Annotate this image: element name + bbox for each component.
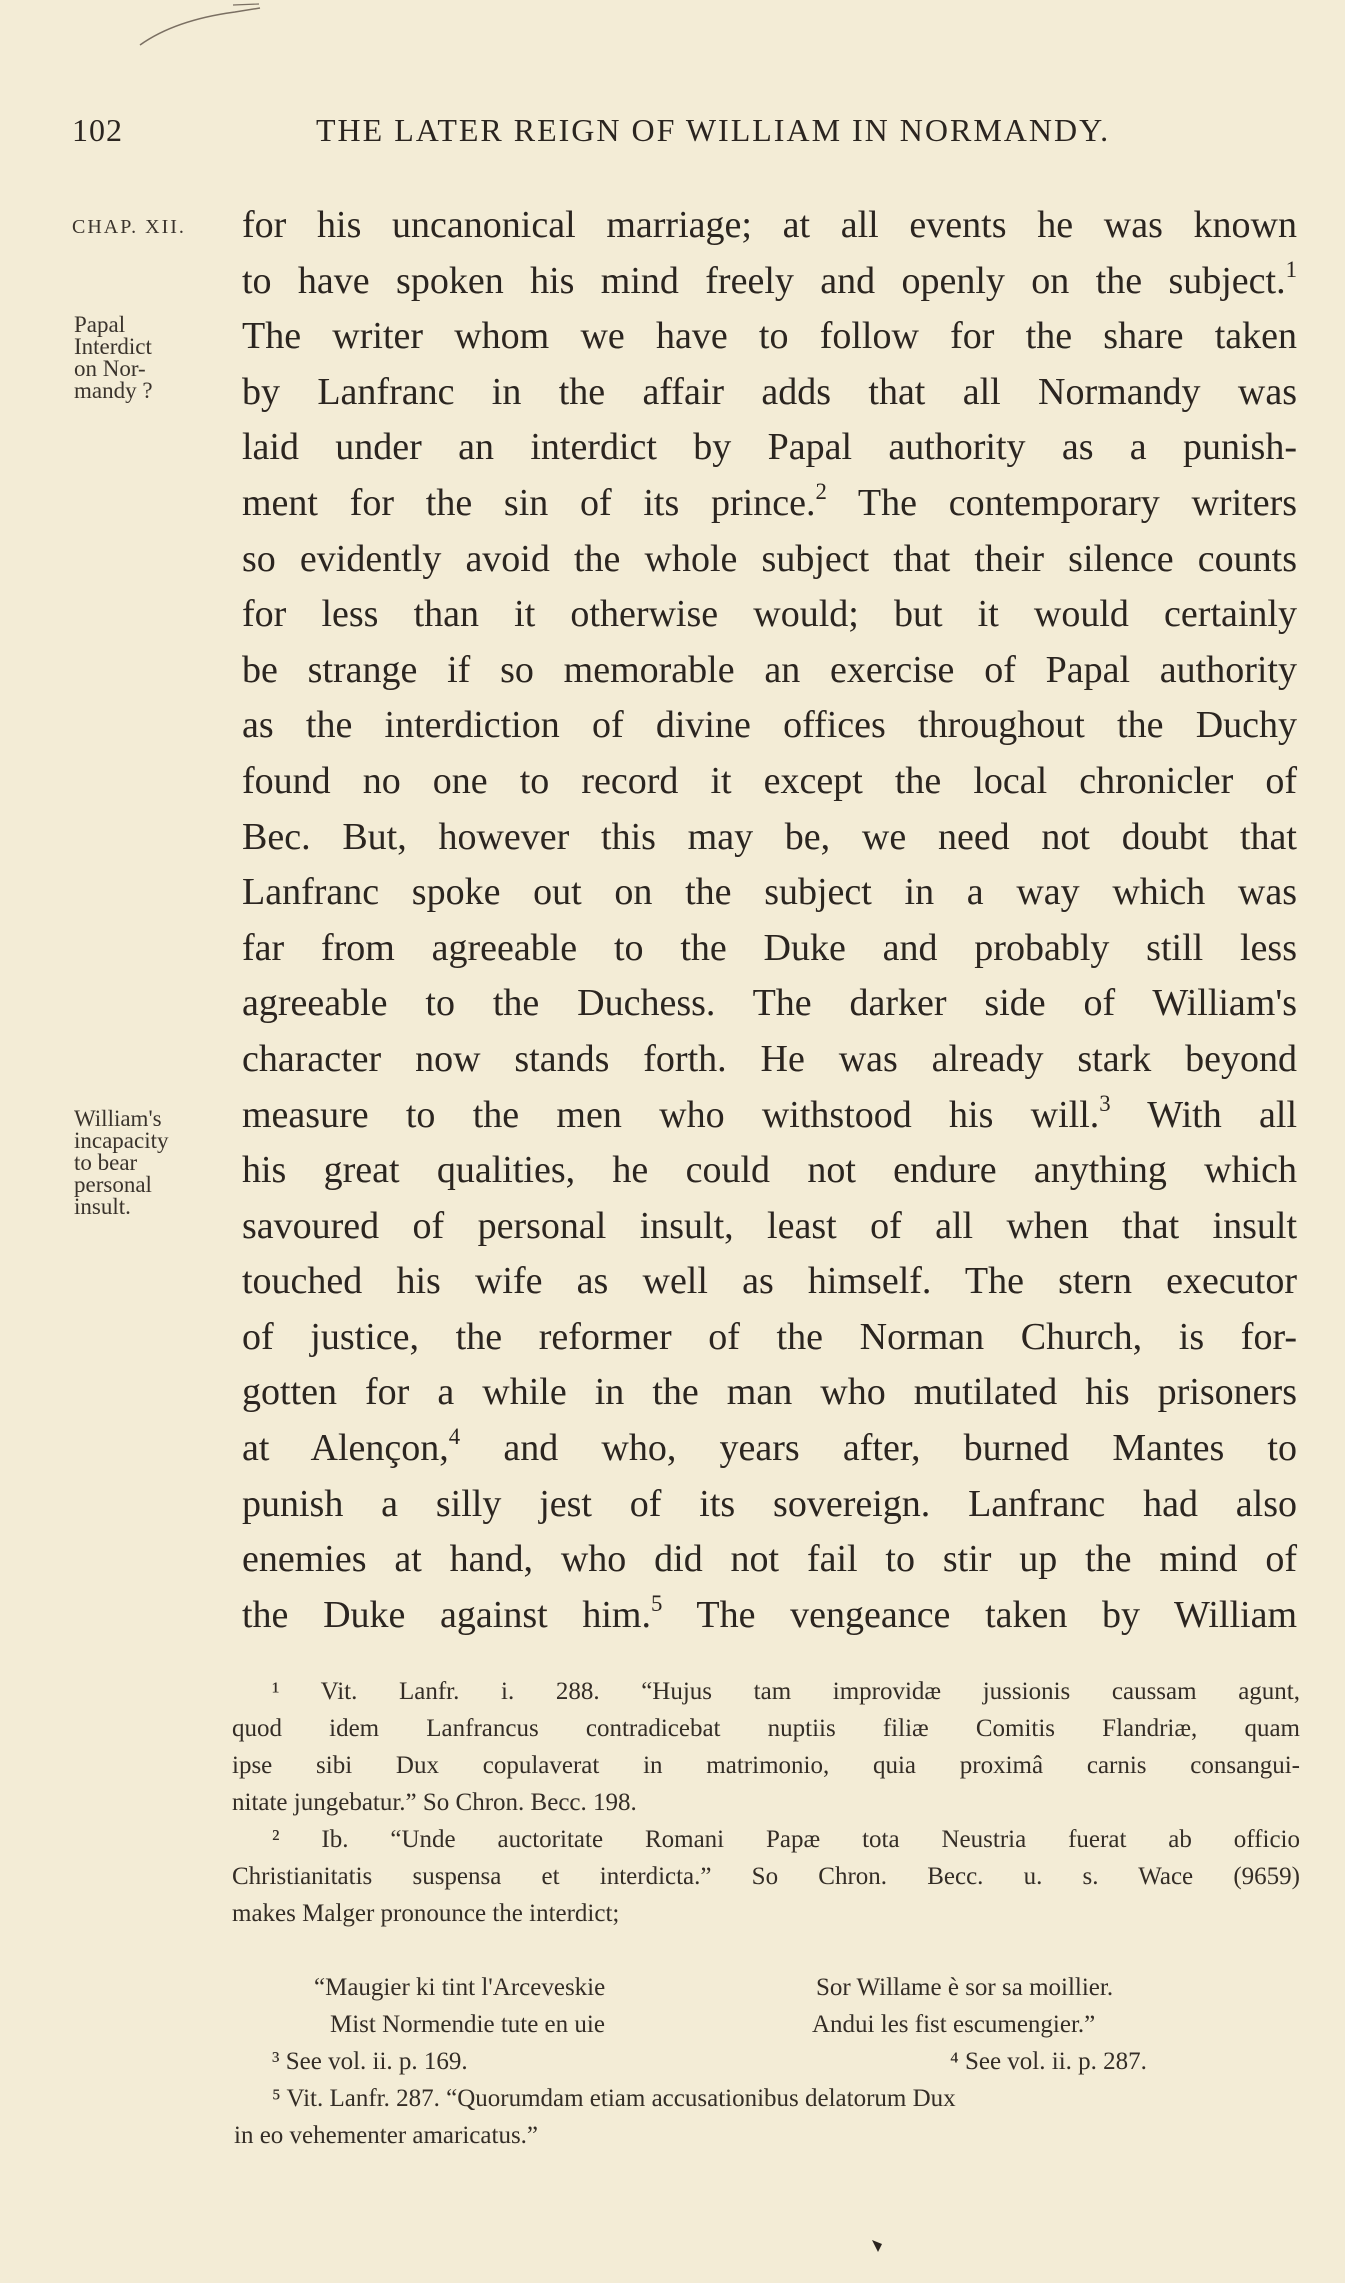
body-line: Bec. But, however this may be, we need not doubt that bbox=[242, 815, 1297, 858]
footnote-line: quod idem Lanfrancus contradicebat nuptiis filiæ Comitis Flandriæ, quam bbox=[232, 1715, 1300, 1742]
body-line: enemies at hand, who did not fail to stir up the mind of bbox=[242, 1538, 1297, 1581]
pen-mark bbox=[135, 0, 265, 50]
margin-note-line: personal bbox=[74, 1172, 152, 1197]
verse-line: “Maugier ki tint l'Arceveskie bbox=[314, 1974, 606, 2001]
printer-mark-icon bbox=[870, 2238, 884, 2254]
body-line: gotten for a while in the man who mutilated his prisoners bbox=[242, 1371, 1297, 1414]
running-title: THE LATER REIGN OF WILLIAM IN NORMANDY. bbox=[316, 112, 1111, 148]
footnote-4: ⁴ See vol. ii. p. 287. bbox=[950, 2048, 1147, 2075]
body-text bbox=[242, 198, 1297, 1643]
body-line: as the interdiction of divine offices throughout the Duchy bbox=[242, 704, 1297, 747]
chapter-label: CHAP. XII. bbox=[72, 216, 186, 238]
margin-note-william-incapacity bbox=[74, 1108, 224, 1218]
footnote-line: Christianitatis suspensa et interdicta.” So Chron. Becc. u. s. Wace (9659) bbox=[232, 1863, 1300, 1890]
body-line: laid under an interdict by Papal authority as a punish- bbox=[242, 426, 1297, 469]
running-head bbox=[72, 112, 1294, 162]
verse-line: Andui les fist escumengier.” bbox=[812, 2011, 1096, 2038]
body-line: The writer whom we have to follow for the share taken bbox=[242, 315, 1297, 358]
margin-note-line: William's bbox=[74, 1106, 162, 1131]
footnote-line: makes Malger pronounce the interdict; bbox=[232, 1900, 620, 1927]
body-line: punish a silly jest of its sovereign. Lanfranc had also bbox=[242, 1482, 1297, 1525]
footnotes bbox=[232, 1673, 1300, 1932]
body-line: touched his wife as well as himself. The stern executor bbox=[242, 1260, 1297, 1303]
body-line: be strange if so memorable an exercise of Papal authority bbox=[242, 648, 1297, 691]
margin-note-papal-interdict bbox=[74, 314, 214, 402]
body-line: by Lanfranc in the affair adds that all Normandy was bbox=[242, 370, 1297, 413]
margin-note-line: Papal bbox=[74, 312, 126, 337]
footnote-line: ipse sibi Dux copulaverat in matrimonio, quia proximâ carnis consangui- bbox=[232, 1752, 1300, 1779]
verse-line: Mist Normendie tute en uie bbox=[330, 2011, 605, 2038]
footnote-line: nitate jungebatur.” So Chron. Becc. 198. bbox=[232, 1789, 637, 1816]
body-line: the Duke against him.$^5$ The vengeance taken by William bbox=[242, 1590, 1298, 1636]
body-line: savoured of personal insult, least of all when that insult bbox=[242, 1204, 1297, 1247]
margin-note-line: incapacity bbox=[74, 1128, 169, 1153]
footnote-5-line: in eo vehementer amaricatus.” bbox=[234, 2122, 539, 2149]
margin-note-line: insult. bbox=[74, 1194, 131, 1219]
verse-line: Sor Willame è sor sa moillier. bbox=[816, 1974, 1114, 2001]
body-line: Lanfranc spoke out on the subject in a way which was bbox=[242, 871, 1297, 914]
body-line: for less than it otherwise would; but it would certainly bbox=[242, 593, 1297, 636]
footnote-5-line: ⁵ Vit. Lanfr. 287. “Quorumdam etiam accusationibus delatorum Dux bbox=[272, 2085, 956, 2112]
body-line: ment for the sin of its prince.$^2$ The contemporary writers bbox=[242, 479, 1298, 524]
footnote-line: ¹ Vit. Lanfr. i. 288. “Hujus tam improvidæ jussionis caussam agunt, bbox=[272, 1678, 1300, 1705]
margin-note-line: to bear bbox=[74, 1150, 138, 1175]
body-line: so evidently avoid the whole subject that their silence counts bbox=[242, 537, 1297, 580]
footnote-3: ³ See vol. ii. p. 169. bbox=[272, 2048, 468, 2075]
body-line: his great qualities, he could not endure anything which bbox=[242, 1149, 1297, 1192]
body-line: for his uncanonical marriage; at all events he was known bbox=[242, 204, 1297, 246]
page-number: 102 bbox=[72, 112, 123, 148]
body-line: agreeable to the Duchess. The darker side of William's bbox=[242, 982, 1297, 1025]
body-line: to have spoken his mind freely and openly on the subject.$^1$ bbox=[242, 256, 1297, 302]
margin-note-line: Interdict bbox=[74, 334, 152, 359]
margin-note-line: on Nor- bbox=[74, 356, 146, 381]
body-line: of justice, the reformer of the Norman Church, is for- bbox=[242, 1315, 1297, 1358]
body-line: far from agreeable to the Duke and probably still less bbox=[242, 926, 1297, 969]
body-line: measure to the men who withstood his will.$^3$ With all bbox=[242, 1090, 1298, 1136]
footnote-line: ² Ib. “Unde auctoritate Romani Papæ tota Neustria fuerat ab officio bbox=[272, 1826, 1300, 1853]
margin-note-line: mandy ? bbox=[74, 378, 153, 403]
body-line: at Alençon,$^4$ and who, years after, burned Mantes to bbox=[242, 1424, 1297, 1470]
body-line: found no one to record it except the local chronicler of bbox=[242, 759, 1297, 802]
body-line: character now stands forth. He was already stark beyond bbox=[242, 1037, 1297, 1080]
